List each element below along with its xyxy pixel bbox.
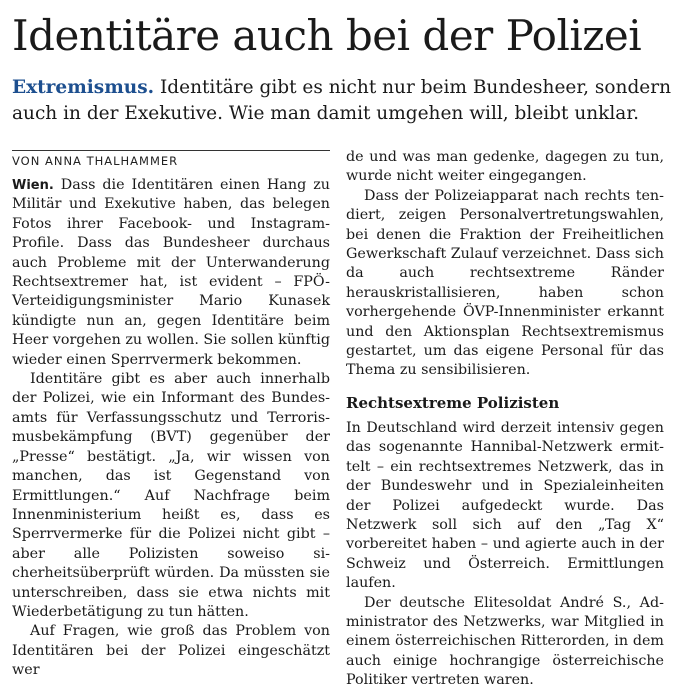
paragraph-3: Auf Fragen, wie groß das Problem von Identitären bei der Polizei eingeschätzt wer [12, 623, 330, 679]
article-column-2 [346, 148, 664, 691]
lead-text: Identitäre gibt es nicht nur beim Bundesheer, sondern auch in der Exekutive. Wie man damit umgehen will, bleibt unklar. [12, 77, 672, 124]
paragraph-7: Der deutsche Elitesoldat André S., Administrator des Netzwerks, war Mitglied in einem österreichischen Ritterorden, in dem auch einige hochrangige österreichische Politiker vertreten waren. [346, 594, 664, 689]
byline: VON ANNA THALHAMMER [12, 150, 330, 168]
paragraph-6: In Deutschland wird derzeit intensiv gegen das sogenannte Hannibal-Netzwerk ermittelt – ein rechtsextremes Netzwerk, das in der Bundeswehr und in Spezialeinheiten der Polizei aufgedeckt wurde. Das Netzwerk soll sich auf den „Tag X“ vorbereitet haben – und agierte auch in der Schweiz und Österreich. Ermittlungen laufen. [346, 419, 664, 592]
article-column-1 [12, 176, 330, 681]
lead-paragraph [12, 75, 672, 127]
placeline: Wien. [12, 178, 54, 193]
headline: Identitäre auch bei der Polizei [12, 11, 642, 60]
subheading: Rechtsextreme Polizisten [346, 393, 560, 412]
paragraph-5: Dass der Polizeiapparat nach rechts tendiert, zeigen Personalvertretungswahlen, bei denen die Fraktion der Freiheitlichen Gewerkschaft Zulauf verzeichnet. Dass sich da auch rechtsextreme Ränder herauskristallisieren, haben schon vorhergehende ÖVP-Innenminister erkannt und den Aktionsplan Rechtsextremismus gestartet, um das eigene Personal für das Thema zu sensibilisieren. [346, 187, 665, 379]
paragraph-1-text: Dass die Identitären einen Hang zu Militär und Exekutive haben, das belegen Fotos ihrer Facebook- und Instagram-Profile. Dass das Bundesheer durchaus auch Probleme mit der Unterwanderung Rechtsextremer hat, ist evident – FPÖ-Verteidigungsminister Mario Kunasek kündigte nun an, gegen Identitäre beim Heer vorgehen zu wollen. Sie sollen künftig wieder einen Sperrvermerk bekommen. [12, 177, 330, 368]
paragraph-1 [12, 176, 330, 370]
lead-kicker: Extremismus. [12, 77, 155, 98]
paragraph-2: Identitäre gibt es aber auch innerhalb der Polizei, wie ein Informant des Bundesamts für Verfassungsschutz und Terrorismusbekämpfung (BVT) gegenüber der „Presse“ bestätigt. „Ja, wir wissen von manchen, das ist Gegenstand von Ermittlungen.“ Auf Nachfrage beim Innenministerium heißt es, dass es Sperrvermerke für die Polizei nicht gibt – aber alle Polizisten soweiso sicherheitsüberprüft würden. Da müssten sie unterschreiben, dass sie etwa nichts mit Wiederbetätigung zu tun hätten. [12, 371, 330, 620]
paragraph-4: de und was man gedenke, dagegen zu tun, wurde nicht weiter eingegangen. [346, 149, 664, 185]
